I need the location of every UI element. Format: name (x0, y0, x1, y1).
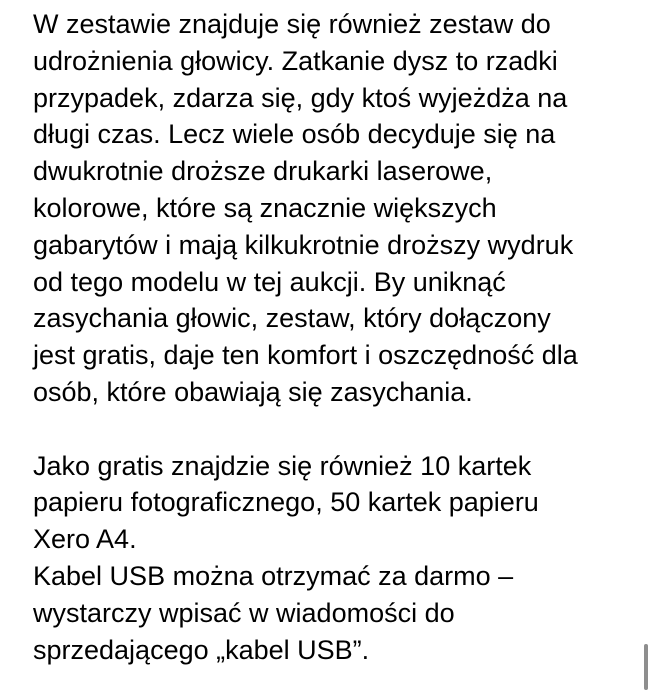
text-line: Jako gratis znajdzie się również 10 kartek (33, 450, 532, 481)
text-line: W zestawie znajduje się również zestaw do (33, 9, 551, 39)
text-line: kolorowe, które są znacznie większych (33, 192, 497, 223)
text-line: gabarytów i mają kilkukrotnie droższy wydruk (33, 229, 574, 260)
paragraph-gratis (33, 448, 633, 669)
text-line: udrożnienia głowicy. Zatkanie dysz to rzadki (33, 45, 558, 76)
description-text (33, 6, 633, 668)
text-line: przypadek, zdarza się, gdy ktoś wyjeżdża na (33, 82, 568, 113)
text-line: osób, które obawiają się zasychania. (33, 376, 473, 407)
text-line: wystarczy wpisać w wiadomości do (33, 597, 455, 628)
text-line: od tego modelu w tej aukcji. By uniknąć (33, 266, 506, 297)
text-line: papieru fotograficznego, 50 kartek papieru (33, 487, 539, 518)
text-line: dwukrotnie droższe drukarki laserowe, (33, 156, 493, 187)
paragraph-gap (33, 411, 633, 448)
text-line: zasychania głowic, zestaw, który dołączony (33, 303, 551, 334)
text-line: Xero A4. (33, 524, 137, 555)
vertical-scrollbar[interactable] (644, 644, 648, 690)
text-line: długi czas. Lecz wiele osób decyduje się na (33, 119, 556, 150)
text-line: jest gratis, daje ten komfort i oszczędność dla (33, 340, 578, 371)
paragraph-cleaning-kit (33, 6, 633, 411)
text-line: Kabel USB można otrzymać za darmo – (33, 560, 514, 591)
text-line: sprzedającego „kabel USB”. (33, 634, 370, 665)
